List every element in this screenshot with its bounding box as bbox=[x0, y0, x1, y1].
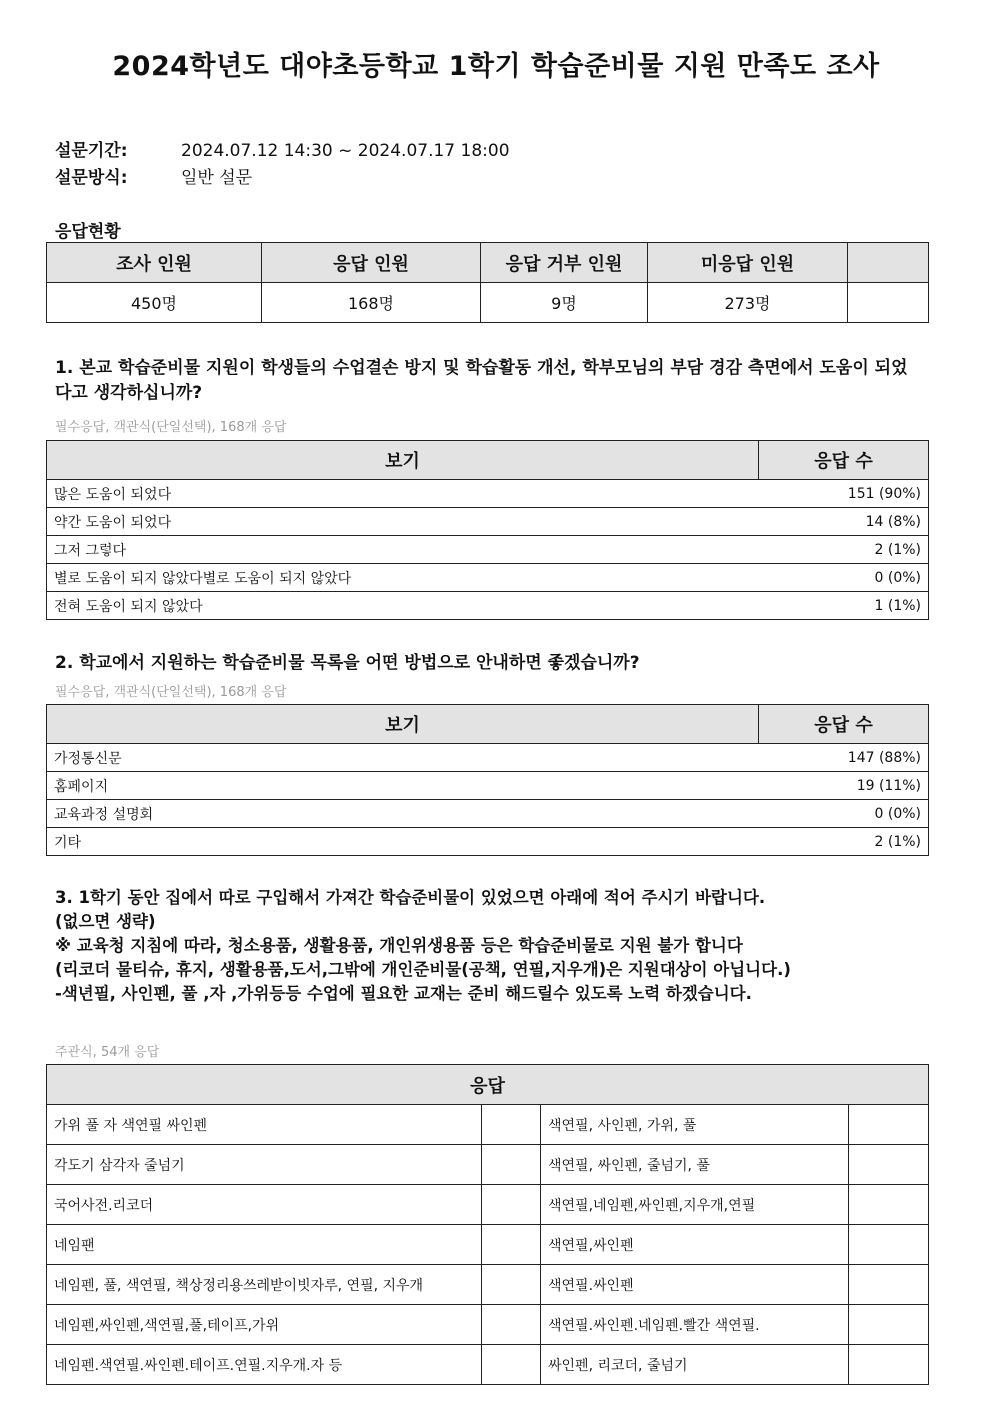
survey-method-value: 일반 설문 bbox=[181, 168, 253, 188]
survey-period-value: 2024.07.12 14:30 ~ 2024.07.17 18:00 bbox=[181, 141, 510, 161]
table-row bbox=[47, 592, 929, 620]
answer-cell-empty bbox=[482, 1225, 541, 1265]
answer-cell: 색연필, 싸인펜, 줄넘기, 풀 bbox=[541, 1145, 849, 1185]
q3-skip-note: (없으면 생략) bbox=[55, 912, 156, 931]
survey-period bbox=[55, 136, 510, 161]
answer-cell: 국어사전.리코더 bbox=[47, 1185, 482, 1225]
option-count: 2 (1%) bbox=[759, 828, 929, 856]
option-label: 교육과정 설명회 bbox=[47, 800, 759, 828]
table-row bbox=[47, 800, 929, 828]
q3-exclusion-note: (리코더 물티슈, 휴지, 생활용품,도서,그밖에 개인준비물(공책, 연필,지우개)은 지원대상이 아닙니다.) bbox=[55, 960, 791, 979]
table-row bbox=[47, 1305, 929, 1345]
q3-header-row bbox=[47, 1065, 929, 1105]
answer-cell: 네임펜.색연필.싸인펜.테이프.연필.지우개.자 등 bbox=[47, 1345, 482, 1385]
table-row bbox=[47, 1185, 929, 1225]
answer-cell-empty bbox=[482, 1185, 541, 1225]
value-unanswered: 273명 bbox=[648, 283, 848, 323]
answer-cell-empty bbox=[482, 1265, 541, 1305]
answer-cell-empty bbox=[849, 1305, 929, 1345]
header-surveyed: 조사 인원 bbox=[47, 243, 262, 283]
option-label: 기타 bbox=[47, 828, 759, 856]
answer-cell: 네임팬 bbox=[47, 1225, 482, 1265]
option-label: 약간 도움이 되었다 bbox=[47, 508, 759, 536]
q3-subtitle: 주관식, 54개 응답 bbox=[55, 1045, 160, 1060]
answer-cell: 싸인펜, 리코더, 줄넘기 bbox=[541, 1345, 849, 1385]
page-title: 2024학년도 대야초등학교 1학기 학습준비물 지원 만족도 조사 bbox=[112, 51, 880, 82]
q1-table bbox=[46, 440, 929, 620]
q2-header-count: 응답 수 bbox=[759, 705, 929, 744]
option-label: 전혀 도움이 되지 않았다 bbox=[47, 592, 759, 620]
table-row bbox=[47, 744, 929, 772]
answer-cell: 가위 풀 자 색연필 싸인펜 bbox=[47, 1105, 482, 1145]
table-row bbox=[47, 1105, 929, 1145]
table-row bbox=[47, 828, 929, 856]
option-label: 많은 도움이 되었다 bbox=[47, 480, 759, 508]
value-empty bbox=[848, 283, 929, 323]
header-refused: 응답 거부 인원 bbox=[481, 243, 648, 283]
option-label: 별로 도움이 되지 않았다별로 도움이 되지 않았다 bbox=[47, 564, 759, 592]
option-count: 147 (88%) bbox=[759, 744, 929, 772]
option-count: 0 (0%) bbox=[759, 564, 929, 592]
answer-cell-empty bbox=[849, 1345, 929, 1385]
answer-cell-empty bbox=[849, 1225, 929, 1265]
answer-cell-empty bbox=[482, 1105, 541, 1145]
option-label: 그저 그렇다 bbox=[47, 536, 759, 564]
value-surveyed: 450명 bbox=[47, 283, 262, 323]
answer-cell: 네임펜,싸인펜,색연필,풀,테이프,가위 bbox=[47, 1305, 482, 1345]
table-row bbox=[47, 564, 929, 592]
q1-header-count: 응답 수 bbox=[759, 441, 929, 480]
survey-method-label: 설문방식: bbox=[55, 168, 128, 188]
option-label: 가정통신문 bbox=[47, 744, 759, 772]
survey-method bbox=[55, 163, 252, 188]
option-count: 151 (90%) bbox=[759, 480, 929, 508]
answer-cell: 각도기 삼각자 줄넘기 bbox=[47, 1145, 482, 1185]
response-status-label: 응답현황 bbox=[55, 222, 121, 242]
option-count: 19 (11%) bbox=[759, 772, 929, 800]
table-row bbox=[47, 772, 929, 800]
answer-cell: 색연필.싸인펜.네임펜.빨간 색연필. bbox=[541, 1305, 849, 1345]
header-empty bbox=[848, 243, 929, 283]
answer-cell-empty bbox=[849, 1145, 929, 1185]
response-status-value-row bbox=[47, 283, 929, 323]
q1-title: 1. 본교 학습준비물 지원이 학생들의 수업결손 방지 및 학습활동 개선, 학부모님의 부담 경감 측면에서 도움이 되었다고 생각하십니까? bbox=[55, 358, 908, 403]
answer-cell-empty bbox=[849, 1185, 929, 1225]
q3-answers-table bbox=[46, 1064, 929, 1385]
value-responded: 168명 bbox=[262, 283, 481, 323]
answer-cell-empty bbox=[849, 1265, 929, 1305]
answer-cell: 색연필,네임펜,싸인펜,지우개,연필 bbox=[541, 1185, 849, 1225]
table-row bbox=[47, 1265, 929, 1305]
q3-instructions bbox=[55, 886, 925, 1006]
header-unanswered: 미응답 인원 bbox=[648, 243, 848, 283]
answer-cell: 네임펜, 풀, 색연필, 책상정리용쓰레받이빗자루, 연필, 지우개 bbox=[47, 1265, 482, 1305]
table-row bbox=[47, 508, 929, 536]
table-row bbox=[47, 1225, 929, 1265]
answer-cell-empty bbox=[482, 1305, 541, 1345]
q1-subtitle: 필수응답, 객관식(단일선택), 168개 응답 bbox=[55, 420, 287, 435]
q3-policy-note: ※ 교육청 지침에 따라, 청소용품, 생활용품, 개인위생용품 등은 학습준비물로 지원 불가 합니다 bbox=[55, 936, 743, 955]
q2-header-row bbox=[47, 705, 929, 744]
q1-header-option: 보기 bbox=[47, 441, 759, 480]
q3-support-note: -색년필, 사인펜, 풀 ,자 ,가위등등 수업에 필요한 교재는 준비 해드릴수 있도록 노력 하겠습니다. bbox=[55, 984, 752, 1003]
answer-cell-empty bbox=[482, 1145, 541, 1185]
answer-cell: 색연필.싸인펜 bbox=[541, 1265, 849, 1305]
answer-cell: 색연필,싸인펜 bbox=[541, 1225, 849, 1265]
table-row bbox=[47, 1345, 929, 1385]
response-status-table bbox=[46, 242, 929, 323]
option-count: 1 (1%) bbox=[759, 592, 929, 620]
answer-cell-empty bbox=[849, 1105, 929, 1145]
header-responded: 응답 인원 bbox=[262, 243, 481, 283]
answer-cell-empty bbox=[482, 1345, 541, 1385]
q3-title: 3. 1학기 동안 집에서 따로 구입해서 가져간 학습준비물이 있었으면 아래에 적어 주시기 바랍니다. bbox=[55, 888, 766, 907]
table-row bbox=[47, 480, 929, 508]
q1-header-row bbox=[47, 441, 929, 480]
q2-table bbox=[46, 704, 929, 856]
response-status-header-row bbox=[47, 243, 929, 283]
table-row bbox=[47, 1145, 929, 1185]
q2-header-option: 보기 bbox=[47, 705, 759, 744]
q2-subtitle: 필수응답, 객관식(단일선택), 168개 응답 bbox=[55, 685, 287, 700]
table-row bbox=[47, 536, 929, 564]
option-count: 14 (8%) bbox=[759, 508, 929, 536]
survey-period-label: 설문기간: bbox=[55, 141, 128, 161]
q3-header: 응답 bbox=[47, 1065, 929, 1105]
option-count: 2 (1%) bbox=[759, 536, 929, 564]
q2-title: 2. 학교에서 지원하는 학습준비물 목록을 어떤 방법으로 안내하면 좋겠습니까? bbox=[55, 653, 640, 673]
answer-cell: 색연필, 사인펜, 가위, 풀 bbox=[541, 1105, 849, 1145]
option-label: 홈페이지 bbox=[47, 772, 759, 800]
value-refused: 9명 bbox=[481, 283, 648, 323]
option-count: 0 (0%) bbox=[759, 800, 929, 828]
